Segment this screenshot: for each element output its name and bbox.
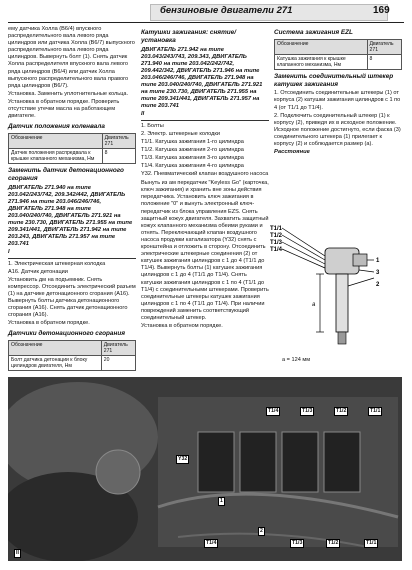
coil-3 <box>282 432 318 492</box>
photo-callout: T1/2 <box>336 408 347 414</box>
body-paragraph: Установить дм на подъемник. Снять компрессор. Отсоединить электрический разъем (1) на датчике детонационного сгорания (A16). Вывернуть болты датчика детонационного сгорания (A16). Снять датчик детонационного сгорания (A16). <box>8 276 136 319</box>
diagram-label: T1/2 <box>270 233 283 239</box>
legend-item: T1/2. Катушка зажигания 2-го цилиндра <box>141 146 244 153</box>
coil-connector <box>353 254 367 266</box>
diagram-label: T1/4 <box>270 247 283 253</box>
leader-line <box>359 270 374 272</box>
engine-block <box>158 397 398 547</box>
legend-item: Y32. Пневматический клапан воздушного насоса <box>141 171 269 178</box>
engine-photo <box>8 377 402 561</box>
legend-item: A16. Датчик детонации <box>8 268 68 275</box>
knock-sensors-title: Датчики детонационного сгорания <box>8 330 126 338</box>
diagram-label: 2 <box>376 282 380 288</box>
intro-paragraph: Установка. Заменить уплотнительные кольца. <box>8 90 129 97</box>
table-header: Двигатель 271 <box>102 134 135 149</box>
table-cell: Катушка зажигания к крышке клапанного механизма, Нм <box>275 54 368 69</box>
intro-paragraph: ему датчика Холла (B6/4) впускного распределительного вала левого ряда цилиндров или датчика Холла (B6/7) выпускного распределительного вала левого ряда цилиндров. Вывернуть болт (1). Снять датчик Холла распределителя впускного вала левого ряда цилиндров (B6/4) или датчик Холла выпускного распределительного вала правого ряда цилиндров (B6/7). <box>8 26 135 89</box>
crank-sensor-title: Датчик положения коленвала <box>8 123 105 131</box>
photo-callout: T1/4 <box>268 408 279 414</box>
legend-item: T1/1. Катушка зажигания 1-го цилиндра <box>141 138 244 145</box>
step-paragraph: 1. Отсоединить соединительные штекеры (1) от корпуса (2) катушки зажигания цилиндров с 1 по 4 (от T1/1 до T1/4). <box>274 90 401 111</box>
diagram-label: a <box>312 302 316 308</box>
coil-2 <box>240 432 276 492</box>
coil-diagram <box>270 208 404 348</box>
figure-marker: II <box>141 111 145 118</box>
coil-models: ДВИГАТЕЛЬ 271.942 на типе 203.043/243/743, 209.343, ДВИГАТЕЛЬ 271.940 на типе 203.042/242/742, 209.442/342, ДВИГАТЕЛЬ 271.946 на типе 203.046/246/746, ДВИГАТЕЛЬ 271.948 на типе 203.040/240/740, ДВИГАТЕЛЬ 271.921 на типе 230.730, ДВИГАТЕЛЬ 271.955 на типе 209.341/441, ДВИГАТЕЛЬ 271.957 на типе 203.741 <box>141 46 263 110</box>
photo-callout: Y32 <box>178 456 188 462</box>
photo-callout: T1/4 <box>206 540 217 546</box>
knock-spec-table <box>8 340 136 371</box>
divider <box>8 258 136 259</box>
section-title: бензиновые двигатели 271 <box>160 5 293 16</box>
divider <box>141 120 269 121</box>
leader-line <box>348 278 374 286</box>
table-cell: Болт датчика детонации к блоку цилиндров двигателя, Нм <box>9 356 102 371</box>
table-header: Обозначение <box>9 134 103 149</box>
table-cell: 8 <box>367 54 401 69</box>
legend-item: 1. Болты <box>141 122 164 129</box>
coil-body <box>336 274 348 332</box>
photo-callout: T1/3 <box>292 540 303 546</box>
table-header: Обозначение <box>275 39 368 54</box>
pulley <box>96 450 140 494</box>
engine-illustration <box>8 377 402 561</box>
right-column <box>274 26 402 157</box>
header-rule <box>8 22 404 23</box>
photo-callout: T1/1 <box>370 408 381 414</box>
table-header: Двигатель 271 <box>367 39 401 54</box>
table-header: Двигатель 271 <box>101 341 135 356</box>
diagram-label: T1/3 <box>270 240 283 246</box>
crank-spec-table <box>8 133 136 164</box>
legend-item: 1. Электрическая штекерная колодка <box>8 260 106 267</box>
diagram-label: 1 <box>376 258 380 264</box>
ezl-spec-table <box>274 39 402 70</box>
knock-models: ДВИГАТЕЛЬ 271.940 на типе 203.042/243/742, 209.342/442, ДВИГАТЕЛЬ 271.946 на типе 203.046/246/746, ДВИГАТЕЛЬ 271.948 на типе 203.040/240/740, ДВИГАТЕЛЬ 271.921 на типе 230.730, ДВИГАТЕЛЬ 271.955 на типе 209.341/441, ДВИГАТЕЛЬ 271.942 на типе 203.243, ДВИГАТЕЛЬ 271.957 на типе 203.741 <box>8 184 133 248</box>
table-cell: Датчик положения распредвала к крышке клапанного механизма, Нм <box>9 149 103 164</box>
body-paragraph: Установка в обратном порядке. <box>8 320 90 327</box>
ignition-coils-title: Катушки зажигания: снятие/установка <box>141 29 236 44</box>
coil-1 <box>198 432 234 492</box>
legend-item: T1/3. Катушка зажигания 3-го цилиндра <box>141 154 244 161</box>
ezl-title: Система зажигания EZL <box>274 29 353 36</box>
photo-callout: T1/3 <box>302 408 313 414</box>
body-paragraph: Вынуть из ам передатчик "Keyless Go" (карточка, ключ зажигания) и хранить вне зоны действия передатчика. Установить ключ зажигания в положение "0" и вынуть электронный ключ-передатчик из блока управления EZS. Снять защитный кожух двигателя. Захватить защитный кожух клапанного механизма обеими руками и отнять. Переключающий клапан воздушного насоса продувки катализатора (Y32) снять с кронштейна и отложить в сторону. Отсоединить электрические штекерные соединения (2) от катушек зажигания цилиндров с 1 до 4 (T1/1 до T1/4). Вывернуть болты (1) катушек зажигания цилиндров с 1 до 4 (T1/1 до T1/4). Снять катушки зажигания цилиндров с 1 по 4 (T1/1 до T1/4) с соединительными штекерами. Проверить соединительные штекеры катушек зажигания цилиндров с 1 по 4 (T1/1 до T1/4). При наличии повреждений заменить соответствующий соединительный штекер. <box>141 180 269 321</box>
table-header: Обозначение <box>9 341 102 356</box>
knock-sensor-title: Заменить датчик детонационного сгорания <box>8 167 124 182</box>
photo-callout: 2 <box>260 528 263 534</box>
coil-tip <box>338 332 346 344</box>
table-cell: 8 <box>102 149 135 164</box>
photo-callout: T1/1 <box>366 540 377 546</box>
leader-line <box>282 242 325 264</box>
page-number: 169 <box>373 5 390 16</box>
distance-label: Расстояние <box>274 149 310 156</box>
coil-4 <box>324 432 360 492</box>
photo-callout: II <box>16 550 19 556</box>
step-paragraph: 2. Подключить соединительный штекер (1) к корпусу (2), приведя их в исходное положение. Исходное положение достигнуто, если фаска (3) соединительного штекера (1) прилегает к корпусу (2) и соблюдается размер (a). <box>274 112 401 148</box>
photo-callout: 1 <box>220 498 223 504</box>
legend-item: T1/4. Катушка зажигания 4-го цилиндра <box>141 163 244 169</box>
body-paragraph: Установка в обратном порядке. <box>141 323 223 330</box>
left-column <box>8 26 136 374</box>
diagram-label: 3 <box>376 270 380 276</box>
dimension-value: a = 124 мм <box>282 357 311 363</box>
legend-item: 2. Электр. штекерные колодки <box>141 130 220 137</box>
intro-paragraph: Установка в обратном порядке. Проверить отсутствие утечки масла на работающем двигателе. <box>8 98 120 120</box>
figure-marker: I <box>8 249 10 256</box>
table-cell: 20 <box>101 356 135 371</box>
leader-line <box>282 235 325 260</box>
connector-title: Заменить соединительный штекер катушек зажигания <box>274 72 394 88</box>
photo-callout: T1/2 <box>328 540 339 546</box>
diagram-label: T1/1 <box>270 226 283 232</box>
middle-column <box>141 26 269 331</box>
